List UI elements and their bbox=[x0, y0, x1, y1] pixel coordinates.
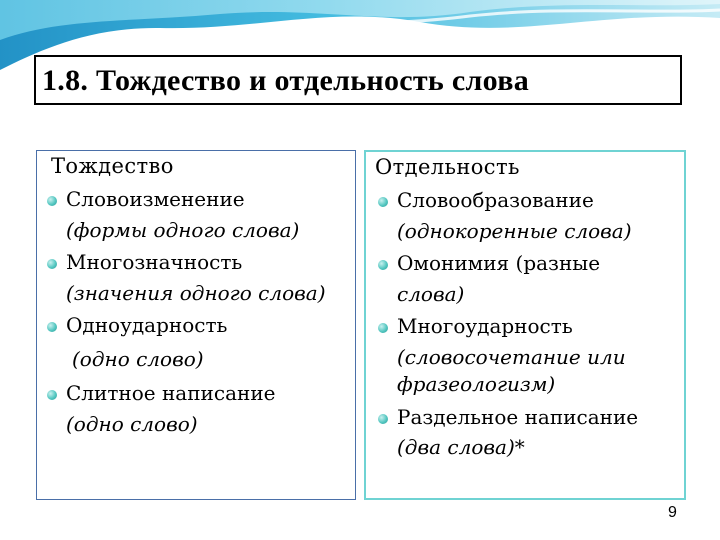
column-identity bbox=[36, 150, 356, 500]
page-number: 9 bbox=[668, 504, 677, 521]
list-item-note: (словосочетание или bbox=[397, 345, 626, 369]
column-heading-identity: Тождество bbox=[51, 154, 174, 178]
list-item-note: слова) bbox=[397, 282, 465, 306]
list-item-label: Словообразование bbox=[397, 188, 594, 212]
bullet-icon bbox=[378, 323, 388, 333]
list-item-note: (одно слово) bbox=[72, 347, 204, 371]
list-item-label: Омонимия (разные bbox=[397, 251, 601, 275]
bullet-icon bbox=[47, 322, 57, 332]
list-item-label: Раздельное написание bbox=[397, 405, 639, 429]
list-item-label: Слитное написание bbox=[66, 381, 276, 405]
bullet-icon bbox=[47, 390, 57, 400]
list-item-note: (одно слово) bbox=[66, 412, 198, 436]
bullet-icon bbox=[378, 260, 388, 270]
list-item-label: Одноударность bbox=[66, 313, 228, 337]
list-item-note: (два слова)* bbox=[397, 435, 525, 459]
bullet-icon bbox=[47, 259, 57, 269]
bullet-icon bbox=[378, 197, 388, 207]
list-item-note: (значения одного слова) bbox=[66, 281, 326, 305]
bullet-icon bbox=[47, 196, 57, 206]
list-item-note: (формы одного слова) bbox=[66, 218, 300, 242]
column-heading-separateness: Отдельность bbox=[375, 155, 520, 179]
list-item-label: Словоизменение bbox=[66, 187, 245, 211]
column-separateness bbox=[364, 150, 686, 500]
list-item-label: Многозначность bbox=[66, 250, 243, 274]
bullet-icon bbox=[378, 414, 388, 424]
list-item-note: (однокоренные слова) bbox=[397, 219, 632, 243]
list-item-note: фразеологизм) bbox=[397, 372, 556, 396]
slide-title: 1.8. Тождество и отдельность слова bbox=[42, 64, 529, 97]
title-box bbox=[34, 55, 682, 105]
list-item-label: Многоударность bbox=[397, 314, 573, 338]
